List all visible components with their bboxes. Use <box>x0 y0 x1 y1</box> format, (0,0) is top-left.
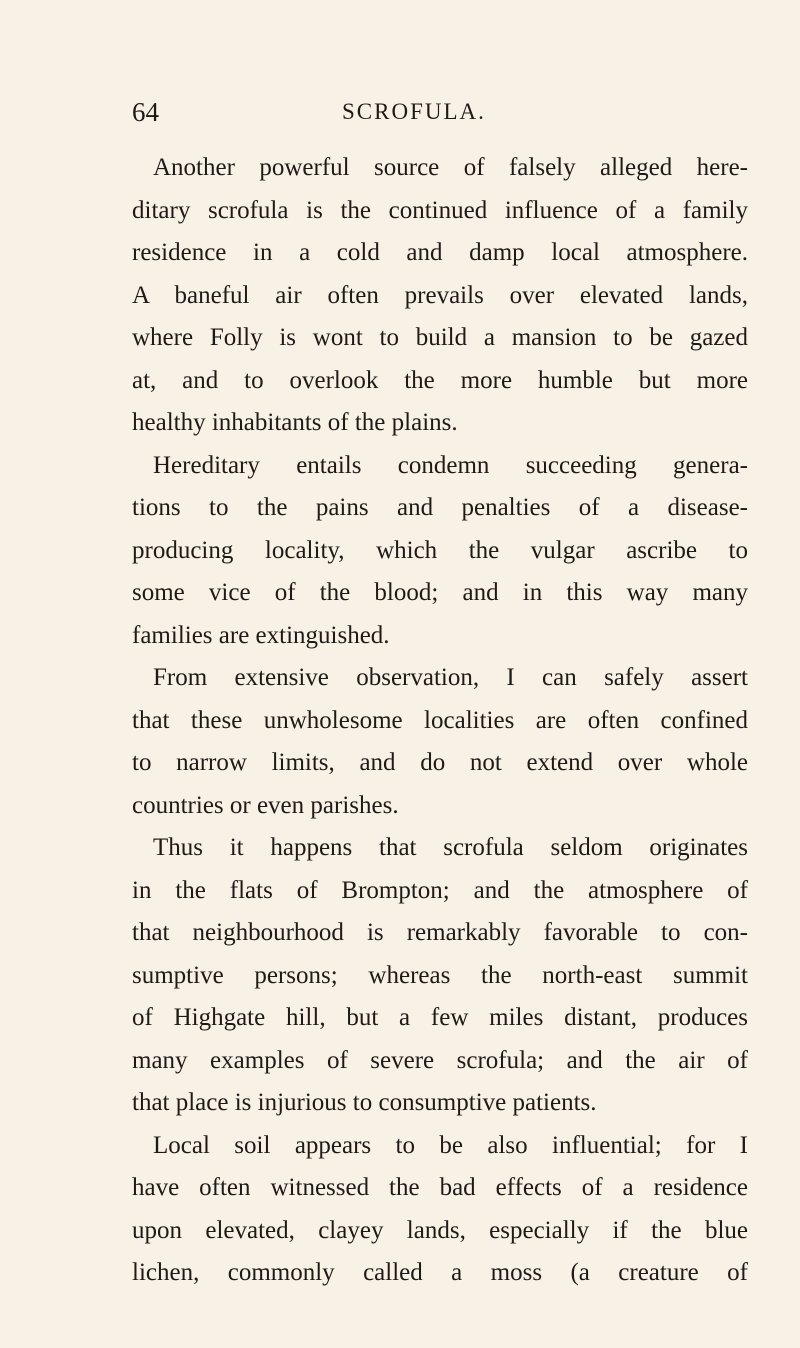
text-line: tions to the pains and penalties of a disease- <box>132 494 748 521</box>
text-line: A baneful air often prevails over elevated lands, <box>132 281 748 309</box>
text-line: producing locality, which the vulgar ascribe to <box>132 536 748 564</box>
text-line: Hereditary entails condemn succeeding genera- <box>153 451 748 479</box>
text-line: countries or even parishes. <box>132 791 399 819</box>
page-number: 64 <box>132 97 159 127</box>
text-line: Thus it happens that scrofula seldom originates <box>153 834 748 861</box>
paragraph <box>132 1125 748 1295</box>
text-line: upon elevated, clayey lands, especially if the blue <box>132 1216 748 1244</box>
text-line: sumptive persons; whereas the north-east summit <box>132 961 748 989</box>
text-line: Local soil appears to be also influential; for I <box>153 1131 748 1159</box>
paragraph <box>132 827 748 1125</box>
text-line: healthy inhabitants of the plains. <box>132 409 458 436</box>
text-line: to narrow limits, and do not extend over whole <box>132 749 748 776</box>
text-line: that neighbourhood is remarkably favorable to con- <box>132 919 748 946</box>
text-line: that place is injurious to consumptive patients. <box>132 1089 597 1116</box>
text-line: where Folly is wont to build a mansion to be gazed <box>132 324 748 351</box>
text-line: some vice of the blood; and in this way many <box>132 579 748 606</box>
text-line: Another powerful source of falsely alleged here- <box>153 154 748 181</box>
paragraph <box>132 657 748 827</box>
text-line: many examples of severe scrofula; and the air of <box>132 1046 748 1074</box>
paragraph <box>132 147 748 445</box>
text-line: have often witnessed the bad effects of a residence <box>132 1174 748 1201</box>
running-title: SCROFULA. <box>342 99 486 124</box>
body-text <box>132 147 748 1295</box>
text-line: families are extinguished. <box>132 621 390 649</box>
text-line: lichen, commonly called a moss (a creature of <box>132 1259 748 1286</box>
text-line: residence in a cold and damp local atmosphere. <box>132 239 748 266</box>
running-head <box>132 92 740 132</box>
text-line: of Highgate hill, but a few miles distant, produces <box>132 1004 748 1031</box>
text-line: ditary scrofula is the continued influence of a family <box>132 196 748 224</box>
text-line: that these unwholesome localities are often confined <box>132 706 748 734</box>
text-line: at, and to overlook the more humble but more <box>132 366 748 394</box>
text-line: From extensive observation, I can safely assert <box>153 664 748 691</box>
text-line: in the flats of Brompton; and the atmosphere of <box>132 876 748 904</box>
paragraph <box>132 445 748 658</box>
